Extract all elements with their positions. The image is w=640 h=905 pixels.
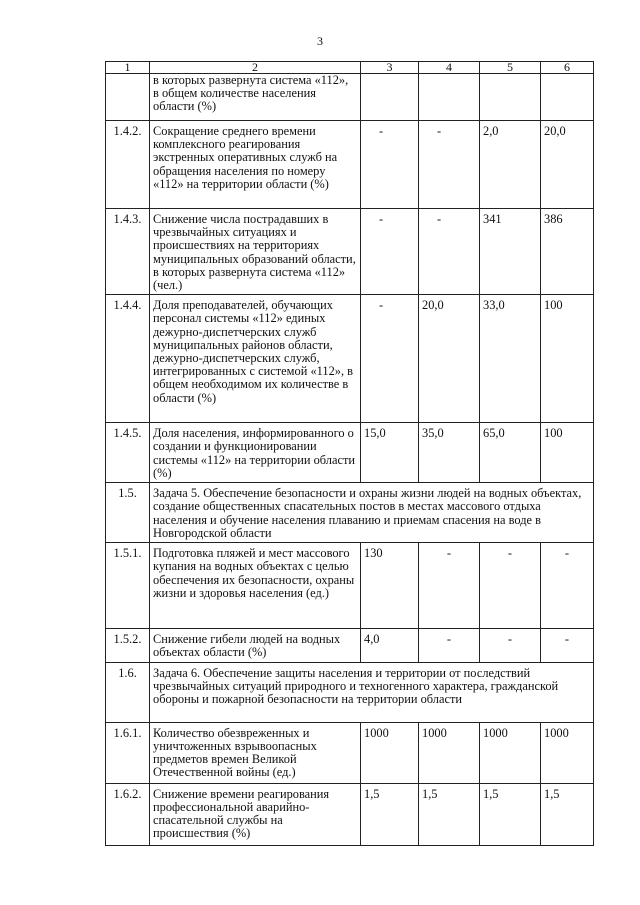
table-row [106, 209, 594, 295]
value-col3: - [361, 121, 419, 209]
indicator-name: Подготовка пляжей и мест массового купания на водных объектах с целью обеспечения их безопасности, охраны жизни и здоровья населения (ед.) [150, 543, 361, 629]
value-col3: 4,0 [361, 629, 419, 662]
table-row [106, 629, 594, 662]
header-cell: 3 [361, 62, 419, 74]
value-col5: 2,0 [480, 121, 541, 209]
task-description: Задача 6. Обеспечение защиты населения и территории от последствий чрезвычайных ситуаций природного и техногенного характера, гражданской обороны и пожарной безопасности на территории области [150, 662, 594, 722]
value-col4: 1,5 [419, 783, 480, 845]
value-col5: - [480, 629, 541, 662]
row-number: 1.6. [106, 662, 150, 722]
header-cell: 2 [150, 62, 361, 74]
row-number: 1.5.2. [106, 629, 150, 662]
value-col4: - [419, 121, 480, 209]
value-col6: 1000 [541, 722, 594, 783]
value-col5: - [480, 543, 541, 629]
table-row [106, 783, 594, 845]
row-number: 1.5. [106, 483, 150, 543]
value-col4: - [419, 629, 480, 662]
value-col5: 65,0 [480, 423, 541, 483]
indicator-name: Снижение времени реагирования профессиональной аварийно-спасательной службы на происшествия (%) [150, 783, 361, 845]
value-col3: 130 [361, 543, 419, 629]
page-number: 3 [317, 34, 323, 48]
value-col6: 386 [541, 209, 594, 295]
value-col3: 15,0 [361, 423, 419, 483]
table-row [106, 295, 594, 423]
table-row [106, 121, 594, 209]
value-col5: 1000 [480, 722, 541, 783]
indicator-name: Количество обезвреженных и уничтоженных взрывоопасных предметов времен Великой Отечественной войны (ед.) [150, 722, 361, 783]
table-row [106, 423, 594, 483]
table-header-row [106, 62, 594, 74]
row-number: 1.6.1. [106, 722, 150, 783]
value-col3: - [361, 295, 419, 423]
indicator-name: Снижение гибели людей на водных объектах области (%) [150, 629, 361, 662]
value-col5: 1,5 [480, 783, 541, 845]
value-col3: 1000 [361, 722, 419, 783]
value-col6: - [541, 629, 594, 662]
value-col4: 1000 [419, 722, 480, 783]
value-col4: - [419, 543, 480, 629]
value-col5 [480, 74, 541, 121]
row-number: 1.4.4. [106, 295, 150, 423]
value-col6: 100 [541, 295, 594, 423]
value-col3 [361, 74, 419, 121]
row-number: 1.6.2. [106, 783, 150, 845]
value-col3: 1,5 [361, 783, 419, 845]
value-col6: 100 [541, 423, 594, 483]
table-row [106, 74, 594, 121]
indicator-name: в которых развернута система «112», в общем количестве населения области (%) [150, 74, 361, 121]
indicator-name: Доля преподавателей, обучающих персонал системы «112» единых дежурно-диспетчерских служб муниципальных районов области, дежурно-диспетчерских служб, интегрированных с системой «112», в общем необходимом их количестве в области (%) [150, 295, 361, 423]
indicators-table [105, 61, 594, 846]
value-col6: 1,5 [541, 783, 594, 845]
row-number [106, 74, 150, 121]
value-col4 [419, 74, 480, 121]
value-col6 [541, 74, 594, 121]
header-cell: 1 [106, 62, 150, 74]
value-col6: - [541, 543, 594, 629]
indicator-name: Снижение числа пострадавших в чрезвычайных ситуациях и происшествиях на территориях муниципальных образований области, в которых развернута система «112» (чел.) [150, 209, 361, 295]
indicator-name: Доля населения, информированного о создании и функционировании системы «112» на территории области (%) [150, 423, 361, 483]
value-col3: - [361, 209, 419, 295]
task-row [106, 483, 594, 543]
table-row [106, 722, 594, 783]
value-col6: 20,0 [541, 121, 594, 209]
row-number: 1.4.3. [106, 209, 150, 295]
header-cell: 4 [419, 62, 480, 74]
value-col4: - [419, 209, 480, 295]
value-col4: 20,0 [419, 295, 480, 423]
header-cell: 5 [480, 62, 541, 74]
value-col4: 35,0 [419, 423, 480, 483]
indicator-name: Сокращение среднего времени комплексного реагирования экстренных оперативных служб на обращения населения по номеру «112» на территории области (%) [150, 121, 361, 209]
value-col5: 33,0 [480, 295, 541, 423]
task-row [106, 662, 594, 722]
table-row [106, 543, 594, 629]
task-description: Задача 5. Обеспечение безопасности и охраны жизни людей на водных объектах, создание общественных спасательных постов в местах массового отдыха населения и обучение населения плаванию и приемам спасения на воде в Новгородской области [150, 483, 594, 543]
value-col5: 341 [480, 209, 541, 295]
row-number: 1.4.5. [106, 423, 150, 483]
row-number: 1.5.1. [106, 543, 150, 629]
header-cell: 6 [541, 62, 594, 74]
row-number: 1.4.2. [106, 121, 150, 209]
